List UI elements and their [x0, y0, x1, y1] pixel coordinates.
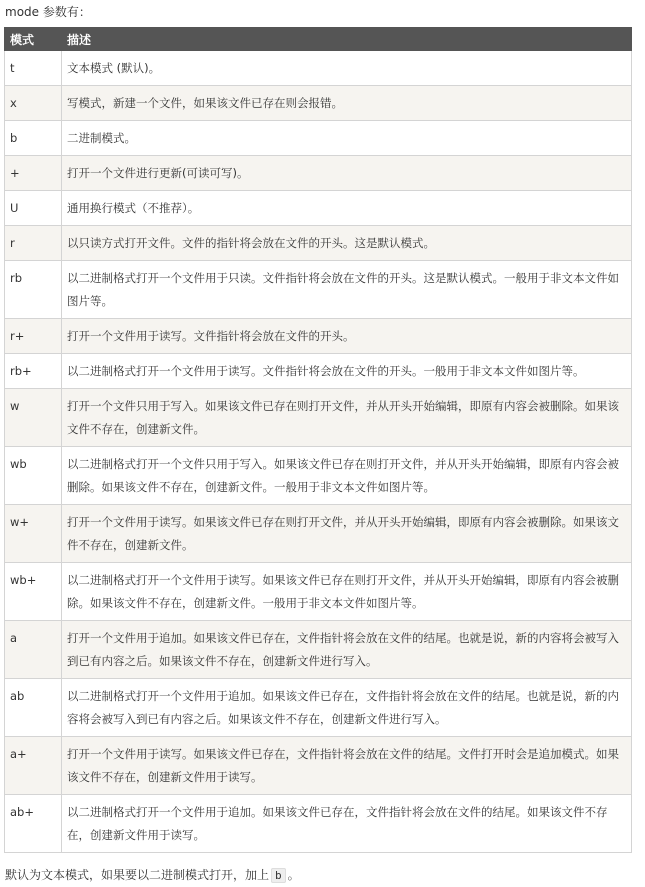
description-cell: 以只读方式打开文件。文件的指针将会放在文件的开头。这是默认模式。 — [62, 226, 632, 261]
table-row — [5, 505, 632, 563]
mode-cell: t — [5, 51, 62, 86]
mode-cell: rb — [5, 261, 62, 319]
mode-cell: a+ — [5, 737, 62, 795]
table-row — [5, 156, 632, 191]
table-row — [5, 563, 632, 621]
header-mode: 模式 — [5, 28, 62, 51]
mode-cell: ab+ — [5, 795, 62, 853]
table-row — [5, 319, 632, 354]
table-row — [5, 226, 632, 261]
mode-cell: wb — [5, 447, 62, 505]
description-cell: 通用换行模式（不推荐）。 — [62, 191, 632, 226]
mode-cell: x — [5, 86, 62, 121]
table-row — [5, 86, 632, 121]
description-cell: 打开一个文件用于读写。如果该文件已存在则打开文件，并从开头开始编辑，即原有内容会被删除。如果该文件不存在，创建新文件。 — [62, 505, 632, 563]
description-cell: 二进制模式。 — [62, 121, 632, 156]
outro-after: 。 — [287, 868, 300, 882]
table-header-row — [5, 28, 632, 51]
mode-cell: U — [5, 191, 62, 226]
description-cell: 打开一个文件用于追加。如果该文件已存在，文件指针将会放在文件的结尾。也就是说，新的内容将会被写入到已有内容之后。如果该文件不存在，创建新文件进行写入。 — [62, 621, 632, 679]
table-row — [5, 51, 632, 86]
table-row — [5, 191, 632, 226]
mode-cell: a — [5, 621, 62, 679]
table-row — [5, 389, 632, 447]
mode-table — [4, 27, 632, 853]
description-cell: 以二进制格式打开一个文件用于读写。如果该文件已存在则打开文件，并从开头开始编辑，即原有内容会被删除。如果该文件不存在，创建新文件。一般用于非文本文件如图片等。 — [62, 563, 632, 621]
description-cell: 以二进制格式打开一个文件用于追加。如果该文件已存在，文件指针将会放在文件的结尾。如果该文件不存在，创建新文件用于读写。 — [62, 795, 632, 853]
description-cell: 打开一个文件用于读写。文件指针将会放在文件的开头。 — [62, 319, 632, 354]
table-row — [5, 679, 632, 737]
table-body — [5, 51, 632, 853]
mode-cell: rb+ — [5, 354, 62, 389]
outro-before: 默认为文本模式，如果要以二进制模式打开，加上 — [5, 868, 270, 882]
table-row — [5, 621, 632, 679]
table-row — [5, 795, 632, 853]
description-cell: 写模式，新建一个文件，如果该文件已存在则会报错。 — [62, 86, 632, 121]
mode-cell: wb+ — [5, 563, 62, 621]
mode-cell: r+ — [5, 319, 62, 354]
mode-cell: b — [5, 121, 62, 156]
description-cell: 打开一个文件进行更新(可读可写)。 — [62, 156, 632, 191]
description-cell: 以二进制格式打开一个文件用于读写。文件指针将会放在文件的开头。一般用于非文本文件如图片等。 — [62, 354, 632, 389]
mode-cell: w — [5, 389, 62, 447]
table-row — [5, 354, 632, 389]
outro-code: b — [271, 868, 286, 883]
header-description: 描述 — [62, 28, 632, 51]
description-cell: 打开一个文件只用于写入。如果该文件已存在则打开文件，并从开头开始编辑，即原有内容会被删除。如果该文件不存在，创建新文件。 — [62, 389, 632, 447]
mode-cell: r — [5, 226, 62, 261]
description-cell: 以二进制格式打开一个文件只用于写入。如果该文件已存在则打开文件，并从开头开始编辑，即原有内容会被删除。如果该文件不存在，创建新文件。一般用于非文本文件如图片等。 — [62, 447, 632, 505]
table-row — [5, 121, 632, 156]
mode-cell: + — [5, 156, 62, 191]
mode-cell: w+ — [5, 505, 62, 563]
mode-cell: ab — [5, 679, 62, 737]
table-row — [5, 737, 632, 795]
description-cell: 打开一个文件用于读写。如果该文件已存在，文件指针将会放在文件的结尾。文件打开时会是追加模式。如果该文件不存在，创建新文件用于读写。 — [62, 737, 632, 795]
description-cell: 以二进制格式打开一个文件用于只读。文件指针将会放在文件的开头。这是默认模式。一般用于非文本文件如图片等。 — [62, 261, 632, 319]
outro-text — [5, 866, 300, 885]
table-row — [5, 261, 632, 319]
intro-text: mode 参数有： — [5, 5, 91, 19]
table-row — [5, 447, 632, 505]
description-cell: 文本模式 (默认)。 — [62, 51, 632, 86]
description-cell: 以二进制格式打开一个文件用于追加。如果该文件已存在，文件指针将会放在文件的结尾。也就是说，新的内容将会被写入到已有内容之后。如果该文件不存在，创建新文件进行写入。 — [62, 679, 632, 737]
